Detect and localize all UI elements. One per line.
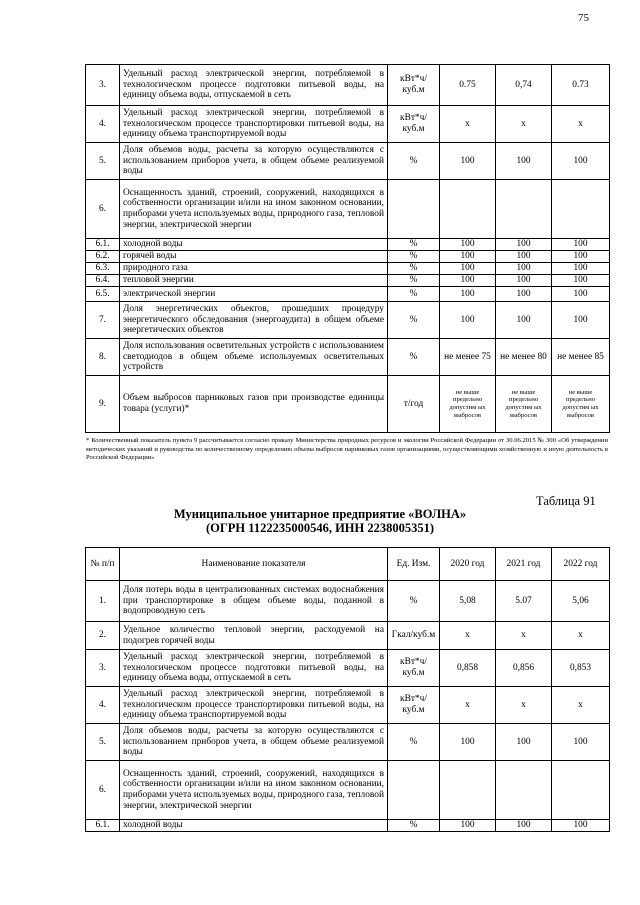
row-value-2021: 100 <box>496 287 552 302</box>
row-number: 4. <box>86 106 120 143</box>
row-number: 6.2. <box>86 251 120 263</box>
row-unit: % <box>388 239 440 251</box>
table-row <box>86 339 610 376</box>
row-value-2020: 100 <box>440 302 496 339</box>
indicators-table-91 <box>85 547 610 832</box>
row-unit: % <box>388 263 440 275</box>
table-row <box>86 275 610 287</box>
row-value-2020: 100 <box>440 820 496 832</box>
row-unit: кВт*ч/куб.м <box>388 106 440 143</box>
row-value-2021: 100 <box>496 263 552 275</box>
row-value-2021: x <box>496 622 552 650</box>
row-description: холодной воды <box>120 239 388 251</box>
row-value-2021: 100 <box>496 724 552 761</box>
row-value-2020: 5,08 <box>440 581 496 622</box>
row-value-2022: 0,853 <box>552 650 610 687</box>
row-value-2020: x <box>440 622 496 650</box>
row-value-2020: не выше предельно допустим ых выбросов <box>440 376 496 433</box>
header-unit: Ед. Изм. <box>388 548 440 581</box>
row-value-2022: 100 <box>552 143 610 180</box>
row-unit: кВт*ч/куб.м <box>388 65 440 106</box>
header-number: № п/п <box>86 548 120 581</box>
row-value-2022: 100 <box>552 251 610 263</box>
row-value-2020: не менее 75 <box>440 339 496 376</box>
organization-ids: (ОГРН 1122235000546, ИНН 2238005351) <box>205 521 435 535</box>
footnote: * Количественный показатель пункта 9 рассчитывается согласно приказу Министерства природных ресурсов и экологии Российской Федерации от 30.06.2015 № 300 «Об утверждении методических указаний и руководства по количественному определению объема выбросов парниковых газов организациями, осуществляющими хозяйственную и иную деятельность в Российской Федерации» <box>86 437 608 462</box>
indicators-table-continued <box>85 64 610 433</box>
row-number: 3. <box>86 650 120 687</box>
row-unit: % <box>388 339 440 376</box>
row-unit: т/год <box>388 376 440 433</box>
row-value-2021 <box>496 180 552 239</box>
row-value-2022: 100 <box>552 287 610 302</box>
row-value-2022: 100 <box>552 275 610 287</box>
row-number: 4. <box>86 687 120 724</box>
row-unit: Гкал/куб.м <box>388 622 440 650</box>
row-value-2020: 100 <box>440 239 496 251</box>
row-number: 8. <box>86 339 120 376</box>
table-row <box>86 650 610 687</box>
row-value-2021: 0,856 <box>496 650 552 687</box>
row-number: 6.3. <box>86 263 120 275</box>
row-unit <box>388 180 440 239</box>
row-value-2022: 100 <box>552 302 610 339</box>
row-unit: % <box>388 251 440 263</box>
row-description: тепловой энергии <box>120 275 388 287</box>
row-number: 6.5. <box>86 287 120 302</box>
table-row <box>86 820 610 832</box>
row-unit <box>388 761 440 820</box>
row-description: электрической энергии <box>120 287 388 302</box>
row-value-2022: 100 <box>552 724 610 761</box>
table-row <box>86 302 610 339</box>
table-row <box>86 180 610 239</box>
row-value-2022: x <box>552 622 610 650</box>
row-number: 6. <box>86 761 120 820</box>
row-value-2021: 100 <box>496 251 552 263</box>
row-value-2020: 100 <box>440 251 496 263</box>
row-value-2021 <box>496 761 552 820</box>
table-header-row <box>86 548 610 581</box>
row-value-2020: x <box>440 687 496 724</box>
table-row <box>86 143 610 180</box>
row-value-2022: 0.73 <box>552 65 610 106</box>
table-row <box>86 106 610 143</box>
organization-title: Муниципальное унитарное предприятие «ВОЛНА» <box>173 507 467 521</box>
table-row <box>86 724 610 761</box>
row-unit: % <box>388 820 440 832</box>
row-value-2022: 100 <box>552 239 610 251</box>
row-value-2021: 100 <box>496 143 552 180</box>
row-description: Удельный расход электрической энергии, потребляемой в технологическом процессе подготовки питьевой воды, на единицу объема воды, отпускаемой в сеть <box>120 65 388 106</box>
row-number: 1. <box>86 581 120 622</box>
row-description: Удельный расход электрической энергии, потребляемой в технологическом процессе транспортировки питьевой воды, на единицу объема транспортируемой воды <box>120 687 388 724</box>
row-number: 3. <box>86 65 120 106</box>
row-value-2021: 0,74 <box>496 65 552 106</box>
row-unit: кВт*ч/куб.м <box>388 650 440 687</box>
row-number: 6. <box>86 180 120 239</box>
table-row <box>86 622 610 650</box>
row-description: Доля объемов воды, расчеты за которую осуществляются с использованием приборов учета, в общем объеме реализуемой воды <box>120 143 388 180</box>
row-description: Удельное количество тепловой энергии, расходуемой на подогрев горячей воды <box>120 622 388 650</box>
row-description: холодной воды <box>120 820 388 832</box>
row-value-2020: 100 <box>440 275 496 287</box>
row-value-2020: 100 <box>440 724 496 761</box>
row-number: 7. <box>86 302 120 339</box>
row-number: 6.4. <box>86 275 120 287</box>
row-description: Доля потерь воды в централизованных системах водоснабжения при транспортировке в общем объеме воды, поданной в водопроводную сеть <box>120 581 388 622</box>
table-row <box>86 287 610 302</box>
header-indicator-name: Наименование показателя <box>120 548 388 581</box>
row-description: горячей воды <box>120 251 388 263</box>
row-unit: % <box>388 302 440 339</box>
row-description: Оснащенность зданий, строений, сооружений, находящихся в собственности организации и/или на ином законном основании, приборами учета используемых воды, природного газа, тепловой энергии, электрической энергии <box>120 761 388 820</box>
row-value-2020: 100 <box>440 263 496 275</box>
row-value-2022 <box>552 761 610 820</box>
row-value-2021: не менее 80 <box>496 339 552 376</box>
row-value-2020 <box>440 761 496 820</box>
table-row <box>86 687 610 724</box>
table-row <box>86 239 610 251</box>
row-unit: % <box>388 581 440 622</box>
row-number: 5. <box>86 724 120 761</box>
row-description: Объем выбросов парниковых газов при производстве единицы товара (услуги)* <box>120 376 388 433</box>
row-description: Доля энергетических объектов, прошедших процедуру энергетического обследования (энергоаудита) в общем объеме энергетических объектов <box>120 302 388 339</box>
header-year-2020: 2020 год <box>440 548 496 581</box>
row-description: Оснащенность зданий, строений, сооружений, находящихся в собственности организации и/или на ином законном основании, приборами учета используемых воды, природного газа, тепловой энергии, электрической энергии <box>120 180 388 239</box>
header-year-2022: 2022 год <box>552 548 610 581</box>
row-value-2020: x <box>440 106 496 143</box>
row-unit: % <box>388 287 440 302</box>
table-row <box>86 581 610 622</box>
row-number: 6.1. <box>86 820 120 832</box>
row-value-2020: 100 <box>440 287 496 302</box>
row-value-2022: не выше предельно допустим ых выбросов <box>552 376 610 433</box>
header-year-2021: 2021 год <box>496 548 552 581</box>
row-number: 2. <box>86 622 120 650</box>
table-row <box>86 761 610 820</box>
table-row <box>86 251 610 263</box>
row-unit: % <box>388 143 440 180</box>
row-value-2021: x <box>496 687 552 724</box>
row-value-2020: 0.75 <box>440 65 496 106</box>
row-value-2022: 100 <box>552 820 610 832</box>
row-unit: % <box>388 724 440 761</box>
table-row <box>86 65 610 106</box>
row-value-2020 <box>440 180 496 239</box>
row-description: природного газа <box>120 263 388 275</box>
row-value-2022: 100 <box>552 263 610 275</box>
row-description: Удельный расход электрической энергии, потребляемой в технологическом процессе транспортировки питьевой воды, на единицу объема транспортируемой воды <box>120 106 388 143</box>
row-unit: кВт*ч/куб.м <box>388 687 440 724</box>
row-number: 9. <box>86 376 120 433</box>
row-value-2022: x <box>552 687 610 724</box>
row-value-2022: не менее 85 <box>552 339 610 376</box>
row-value-2021: 5.07 <box>496 581 552 622</box>
row-number: 6.1. <box>86 239 120 251</box>
row-value-2021: x <box>496 106 552 143</box>
row-value-2021: 100 <box>496 302 552 339</box>
row-value-2022: 5,06 <box>552 581 610 622</box>
row-number: 5. <box>86 143 120 180</box>
row-value-2022: x <box>552 106 610 143</box>
row-value-2020: 100 <box>440 143 496 180</box>
page-number: 75 <box>578 12 589 24</box>
row-description: Доля использования осветительных устройств с использованием светодиодов в общем объеме используемых осветительных устройств <box>120 339 388 376</box>
row-description: Доля объемов воды, расчеты за которую осуществляются с использованием приборов учета, в общем объеме реализуемой воды <box>120 724 388 761</box>
row-value-2020: 0,858 <box>440 650 496 687</box>
row-value-2021: не выше предельно допустим ых выбросов <box>496 376 552 433</box>
row-value-2022 <box>552 180 610 239</box>
row-unit: % <box>388 275 440 287</box>
table-label: Таблица 91 <box>536 494 596 508</box>
table-row <box>86 263 610 275</box>
row-value-2021: 100 <box>496 239 552 251</box>
table-row <box>86 376 610 433</box>
row-description: Удельный расход электрической энергии, потребляемой в технологическом процессе подготовки питьевой воды, на единицу объема воды, отпускаемой в сеть <box>120 650 388 687</box>
row-value-2021: 100 <box>496 275 552 287</box>
row-value-2021: 100 <box>496 820 552 832</box>
